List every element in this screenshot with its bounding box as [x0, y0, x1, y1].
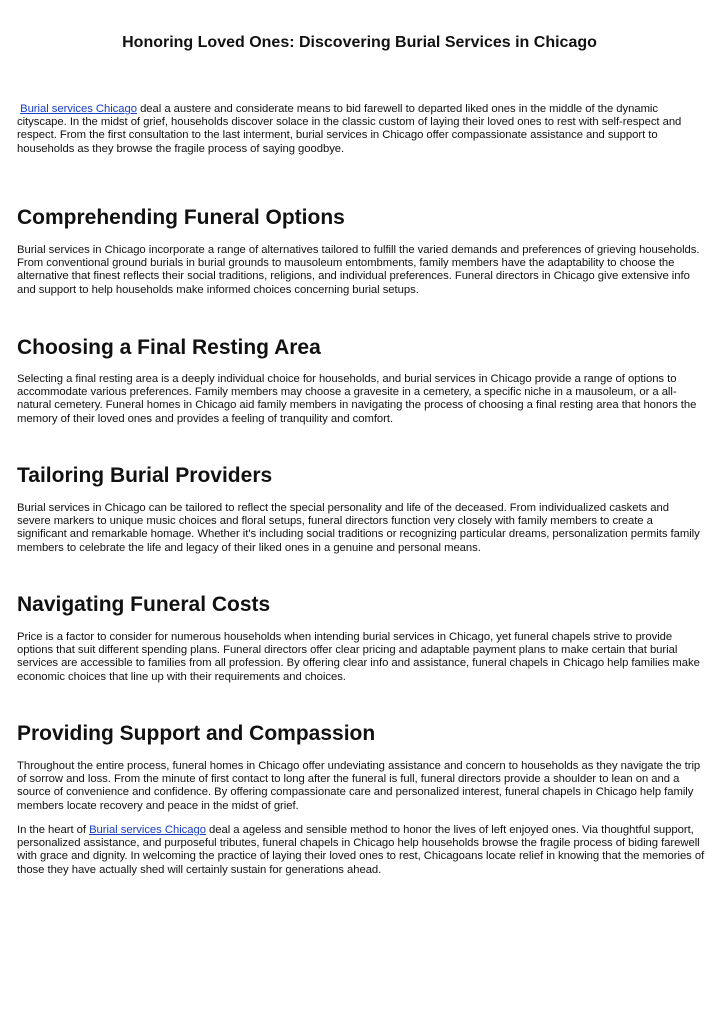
burial-services-chicago-link[interactable]: Burial services Chicago	[20, 103, 137, 115]
section-paragraph: Burial services in Chicago can be tailored to reflect the special personality and life of the deceased. From individualized caskets and severe markers to unique music choices and floral setups, funeral directors function very closely with family members to create a significant and remarkable homage. Whether it's including social traditions or recognizing particular dreams, personalization permits family members to celebrate the life and legacy of their liked ones in a genuine and personal means.	[17, 502, 700, 554]
section-paragraph: Throughout the entire process, funeral homes in Chicago offer undeviating assistance and concern to households as they navigate the trip of sorrow and loss. From the minute of first contact to long after the funeral is full, funeral directors provide a shoulder to lean on and a source of convenience and confidence. By offering compassionate care and personalized interest, funeral chapels in Chicago help family members locate recovery and peace in the midst of grief.	[17, 760, 701, 812]
intro-section	[17, 103, 705, 156]
intro-paragraph	[17, 103, 705, 156]
closing-prefix: In the heart of	[17, 824, 90, 836]
section-resting-area	[17, 336, 705, 360]
section-tailoring-body	[17, 502, 705, 555]
section-funeral-options	[17, 206, 705, 230]
section-paragraph: Burial services in Chicago incorporate a range of alternatives tailored to fulfill the varied demands and preferences of grieving households. From conventional ground burials in burial grounds to mausoleum entombments, family members have the adaptability to choose the alternative that finest reflects their social traditions, religions, and individual preferences. Funeral directors in Chicago give extensive info and support to help households make informed choices concerning burial setups.	[17, 244, 700, 296]
closing-paragraph	[17, 824, 705, 877]
section-paragraph: Price is a factor to consider for numerous households when intending burial services in Chicago, yet funeral chapels strive to provide options that suit different spending plans. Funeral directors offer clear pricing and adaptable payment plans to make certain that burial services are accessible to families from all profession. By offering clear info and assistance, funeral chapels in Chicago help families make economic choices that line up with their requirements and choices.	[17, 631, 700, 683]
section-costs	[17, 593, 705, 617]
section-tailoring	[17, 464, 705, 488]
section-paragraph: Selecting a final resting area is a deeply individual choice for households, and burial services in Chicago provide a range of options to accommodate various preferences. Family members may choose a gravesite in a cemetery, a specific niche in a mausoleum, or a all-natural cemetery. Funeral homes in Chicago aid family members in navigating the process of choosing a final resting area that honors the memory of their loved ones and provides a feeling of tranquility and comfort.	[17, 373, 697, 425]
burial-services-chicago-link[interactable]: Burial services Chicago	[89, 824, 206, 836]
intro-text: deal a austere and considerate means to bid farewell to departed liked ones in the middle of the dynamic cityscape. In the midst of grief, households discover solace in the classic custom of laying their loved ones to rest with self-respect and respect. From the first consultation to the last interment, burial services in Chicago offer compassionate assistance and support to households as they browse the fragile process of saying goodbye.	[17, 103, 682, 155]
page-title: Honoring Loved Ones: Discovering Burial Services in Chicago	[122, 34, 597, 51]
section-heading: Navigating Funeral Costs	[17, 593, 271, 616]
section-heading: Providing Support and Compassion	[17, 722, 376, 745]
section-funeral-options-body	[17, 244, 705, 297]
section-support	[17, 722, 705, 746]
section-heading: Comprehending Funeral Options	[17, 206, 345, 229]
closing-section	[17, 824, 705, 877]
section-support-body	[17, 760, 705, 813]
section-costs-body	[17, 631, 705, 684]
section-heading: Tailoring Burial Providers	[17, 464, 273, 487]
closing-text: deal a ageless and sensible method to honor the lives of left enjoyed ones. Via thoughtful support, personalized assistance, and purposeful tributes, funeral chapels in Chicago help households browse the fragile process of biding farewell with grace and dignity. In welcoming the practice of laying their loved ones to rest, Chicagoans locate relief in knowing that the memories of those they have actually shed will certainly sustain for generations ahead.	[17, 824, 705, 876]
section-heading: Choosing a Final Resting Area	[17, 336, 321, 359]
section-resting-area-body	[17, 373, 705, 426]
